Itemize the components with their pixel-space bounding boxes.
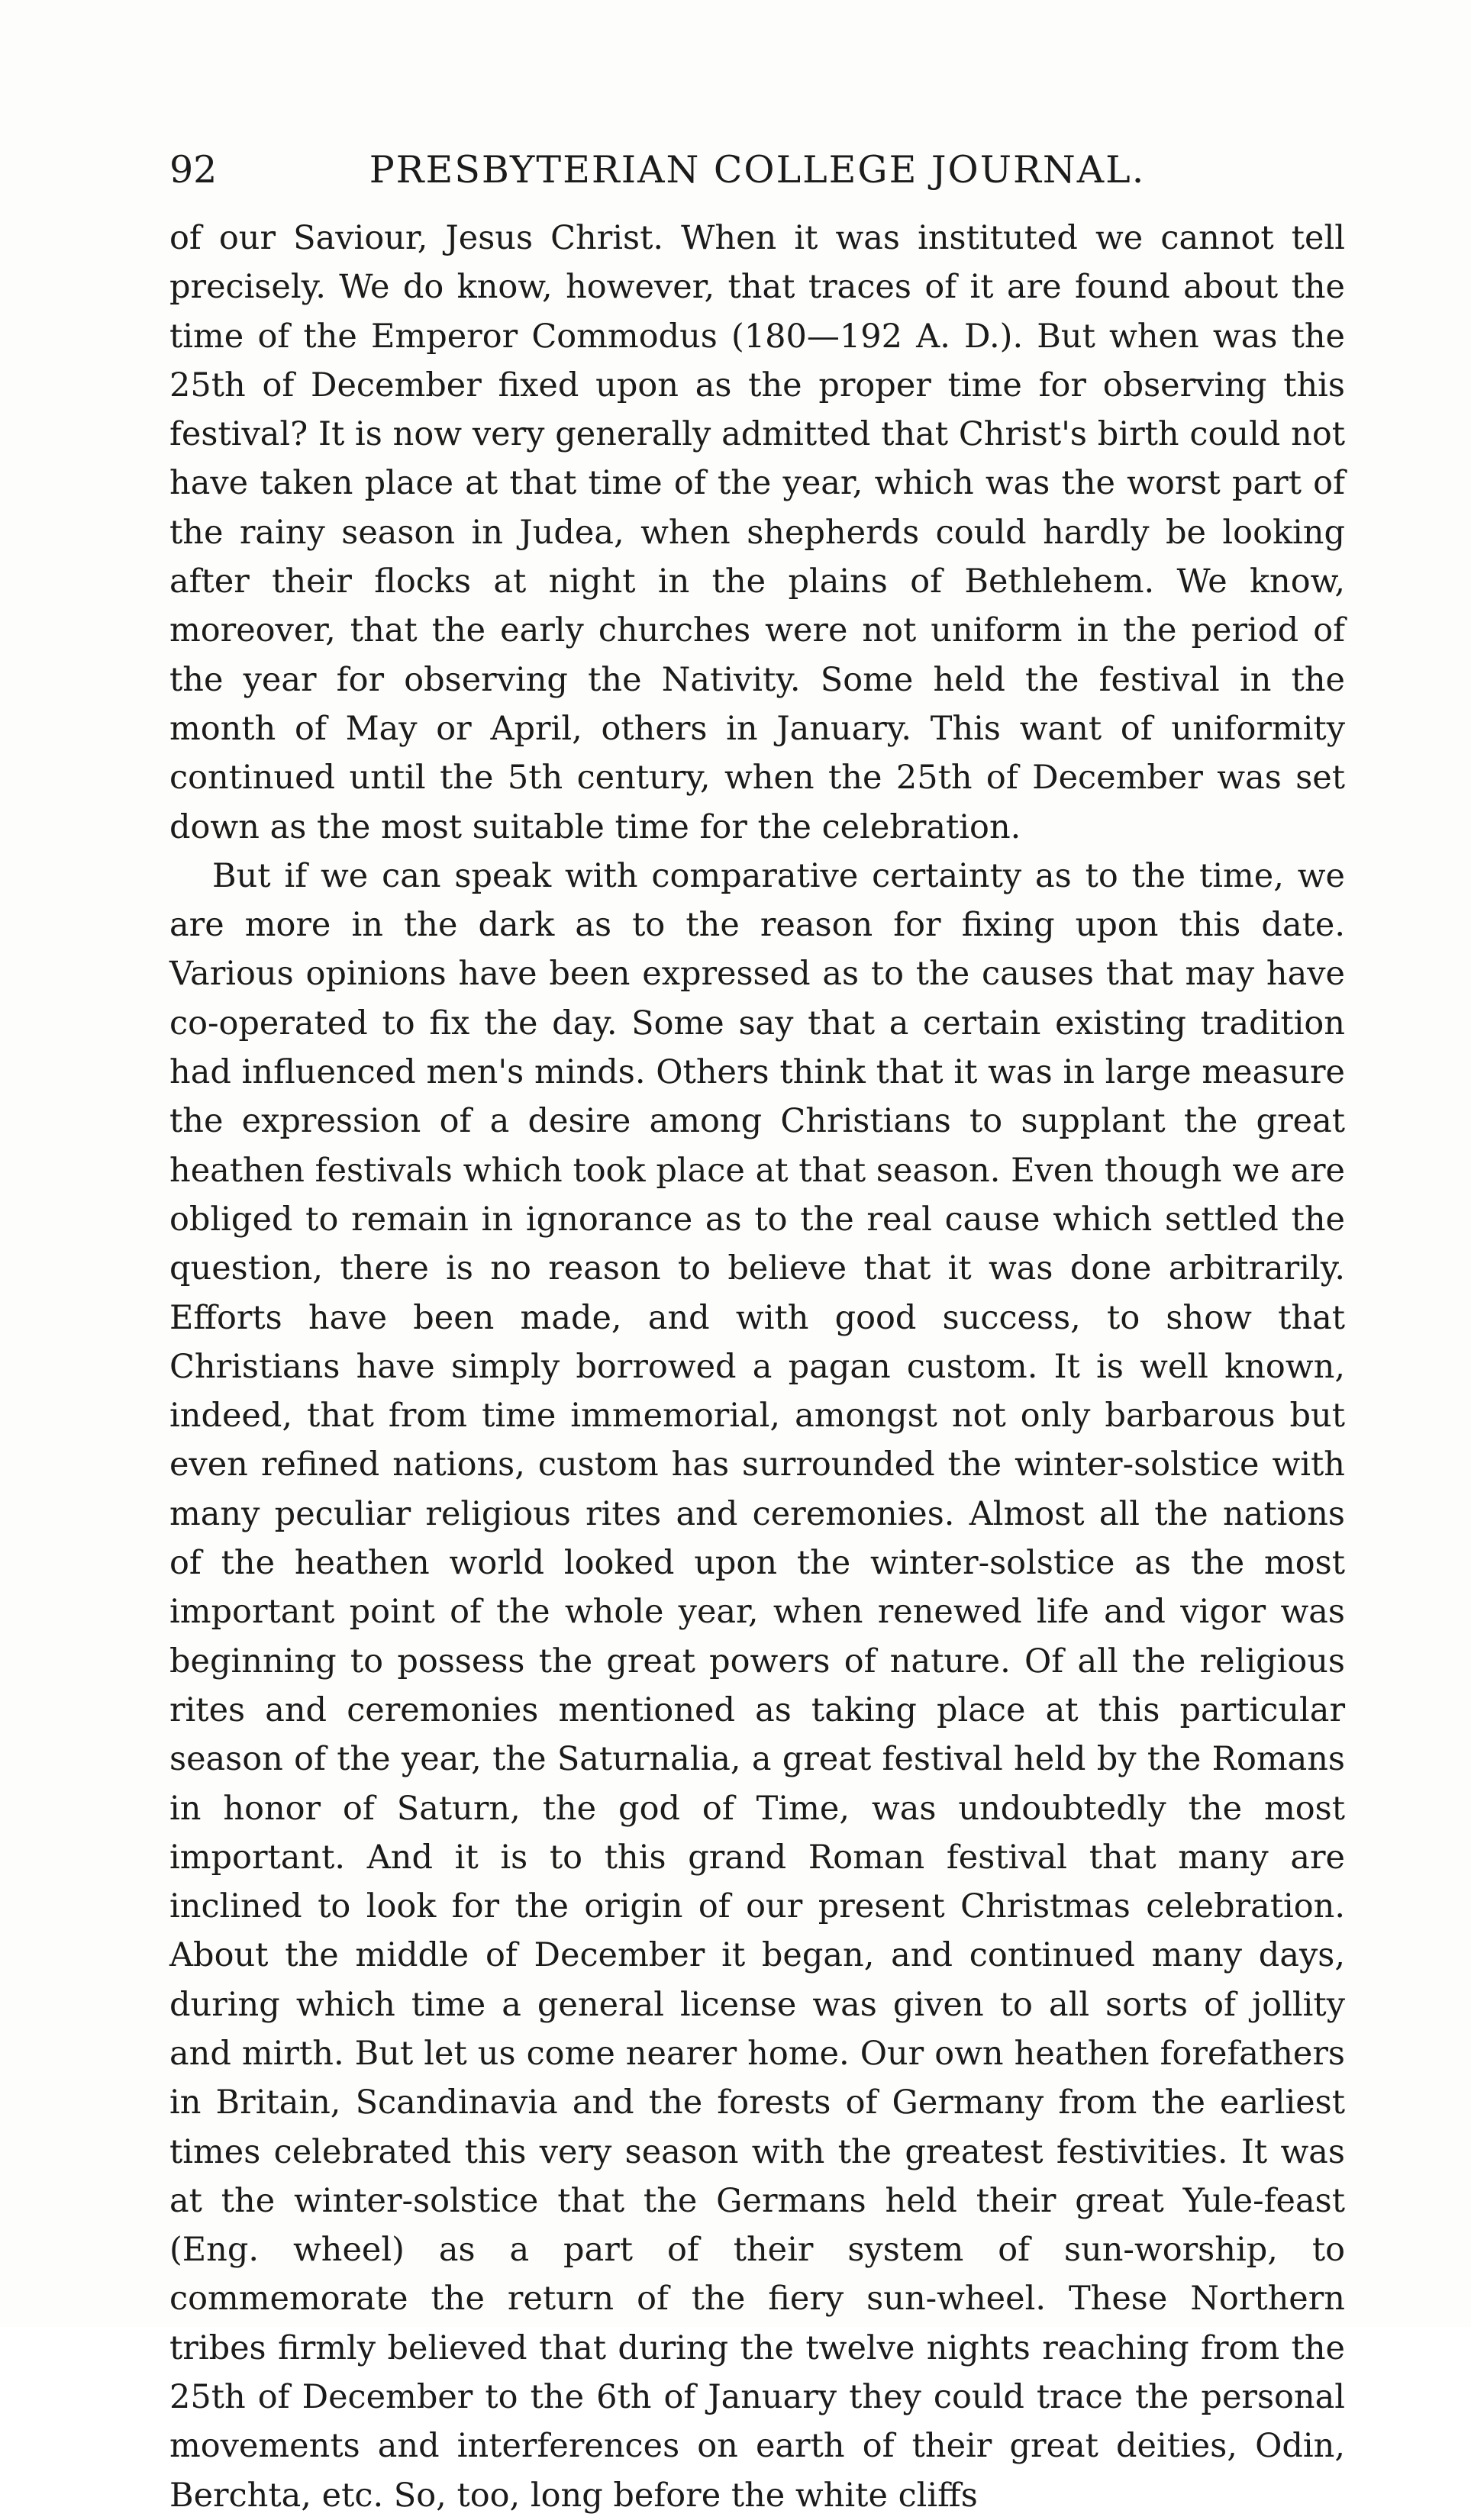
page-number: 92 — [169, 148, 218, 192]
paragraph-continuation: of our Saviour, Jesus Christ. When it was instituted we cannot tell precisely. We do know, however, that traces of it are found about the time of the Emperor Commodus (180—192 A. D.). But when was the 25th of December fixed upon as the proper time for observing this festival? It is now very generally admitted that Christ's birth could not have taken place at that time of the year, which was the worst part of the rainy season in Judea, when shepherds could hardly be looking after their flocks at night in the plains of Bethlehem. We know, moreover, that the early churches were not uniform in the period of the year for observing the Nativity. Some held the festival in the month of May or April, others in January. This want of uniformity continued until the 5th century, when the 25th of December was set down as the most suitable time for the celebration. — [169, 219, 1345, 846]
paragraph-christmas-origins: But if we can speak with comparative certainty as to the time, we are more in the dark as to the reason for fixing upon this date. Various opinions have been expressed as to the causes that may have co-operated to fix the day. Some say that a certain existing tradition had influenced men's minds. Others think that it was in large measure the expression of a desire among Christians to supplant the great heathen festivals which took place at that season. Even though we are obliged to remain in ignorance as to the real cause which settled the question, there is no reason to believe that it was done arbitrarily. Efforts have been made, and with good success, to show that Christians have simply borrowed a pagan custom. It is well known, indeed, that from time immemorial, amongst not only barbarous but even refined nations, custom has surrounded the winter-solstice with many peculiar religious rites and ceremonies. Almost all the nations of the heathen world looked upon the winter-solstice as the most important point of the whole year, when renewed life and vigor was beginning to possess the great powers of nature. Of all the religious rites and ceremonies mentioned as taking place at this particular season of the year, the Saturnalia, a great festival held by the Romans in honor of Saturn, the god of Time, was undoubtedly the most important. And it is to this grand Roman festival that many are inclined to look for the origin of our present Christmas celebration. About the middle of December it began, and continued many days, during which time a general license was given to all sorts of jollity and mirth. But let us come nearer home. Our own heathen forefathers in Britain, Scandinavia and the forests of Germany from the earliest times celebrated this very season with the greatest festivities. It was at the winter-solstice that the Germans held their great Yule-feast (Eng. wheel) as a part of their system of sun-worship, to commemorate the return of the fiery sun-wheel. These Northern tribes firmly believed that during the twelve nights reaching from the 25th of December to the 6th of January they could trace the personal movements and interferences on earth of their great deities, Odin, Berchta, etc. So, too, long before the white cliffs — [169, 856, 1345, 2515]
article-body — [169, 214, 1345, 2520]
journal-title: PRESBYTERIAN COLLEGE JOURNAL. — [369, 148, 1146, 192]
running-head — [169, 136, 1345, 205]
